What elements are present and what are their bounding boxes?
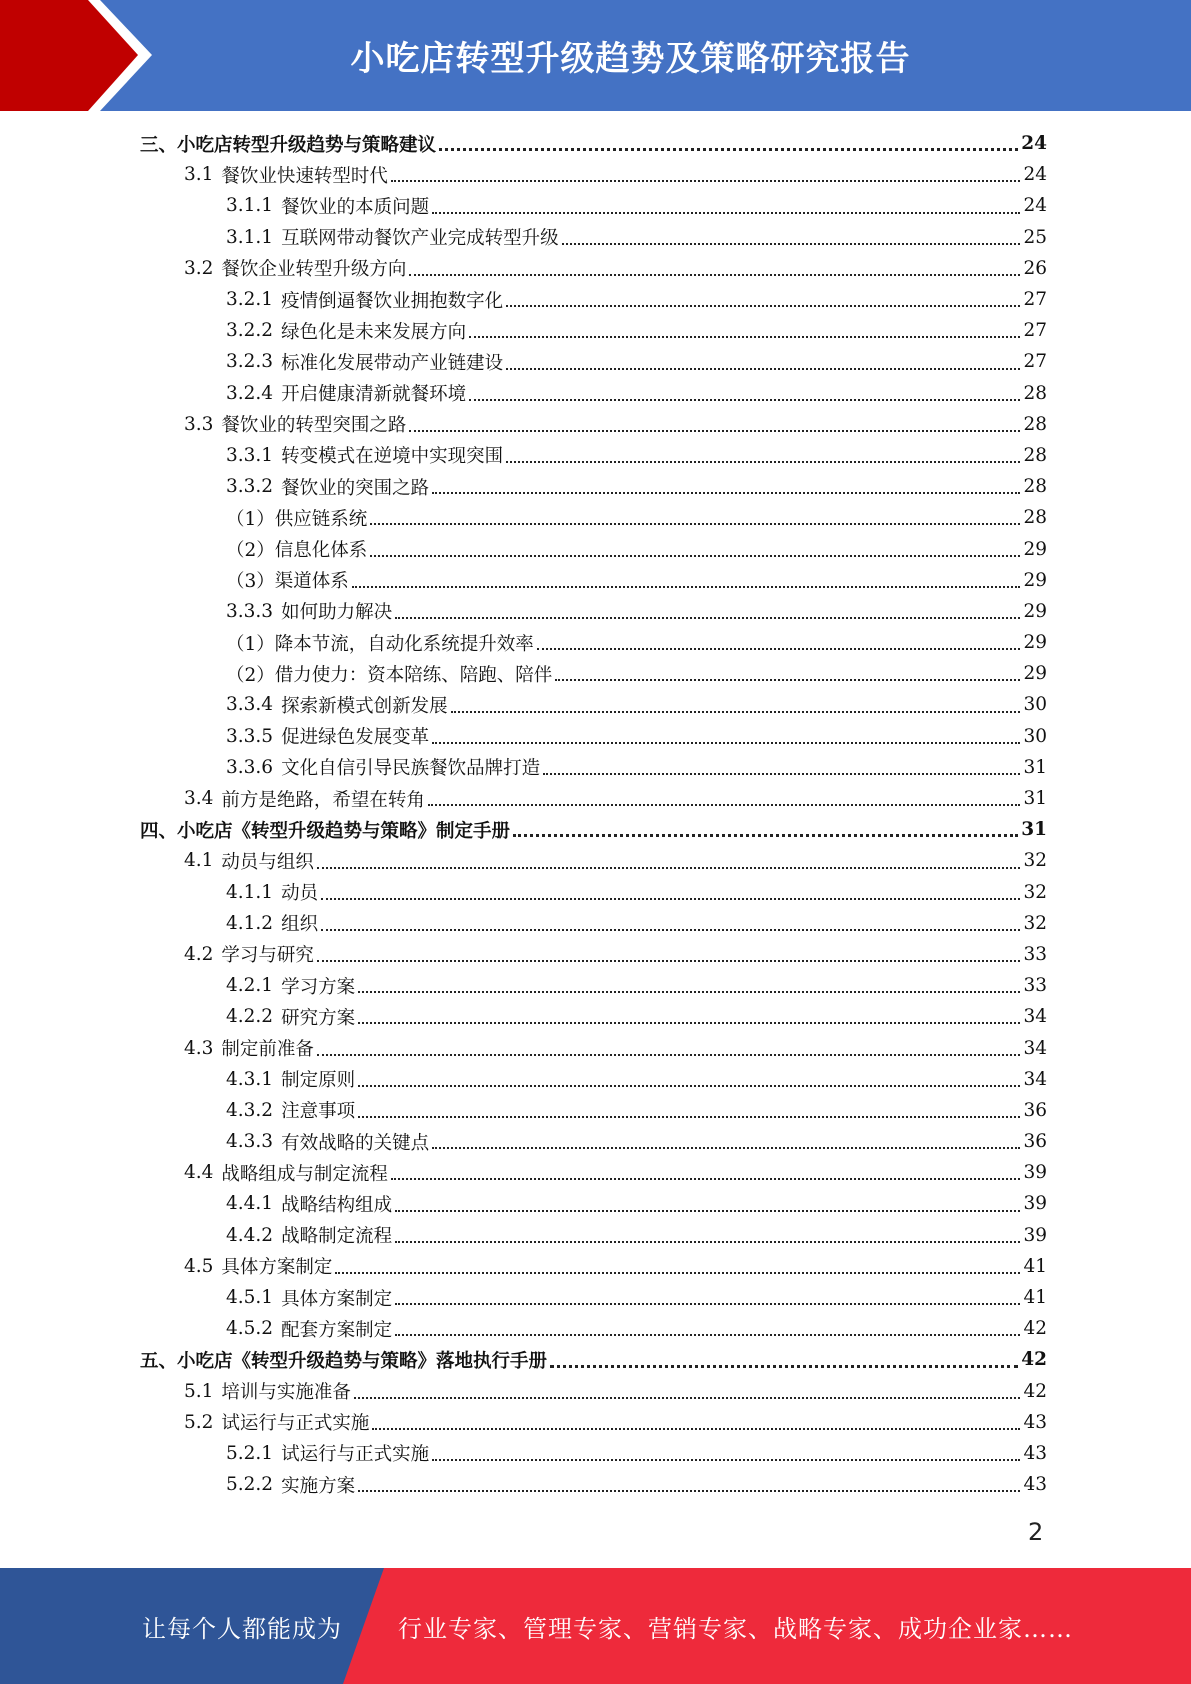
toc-entry[interactable] bbox=[140, 814, 1047, 845]
toc-entry-title: 三、小吃店转型升级趋势与策略建议 bbox=[140, 134, 437, 156]
toc-entry[interactable] bbox=[140, 939, 1047, 970]
toc-entry-title: 注意事项 bbox=[281, 1101, 356, 1123]
toc-entry-title: 餐饮业的突围之路 bbox=[281, 477, 430, 499]
toc-entry-number: 3.3.2 bbox=[226, 476, 274, 498]
toc-entry[interactable] bbox=[140, 440, 1047, 471]
toc-entry-title: 战略组成与制定流程 bbox=[221, 1163, 388, 1185]
toc-dot-leader bbox=[506, 460, 1020, 463]
toc-dot-leader bbox=[506, 367, 1020, 370]
toc-entry-page: 29 bbox=[1023, 538, 1047, 560]
toc-entry-page: 32 bbox=[1023, 881, 1047, 903]
toc-entry-title: 试运行与正式实施 bbox=[281, 1444, 430, 1466]
toc-entry-page: 29 bbox=[1023, 632, 1047, 654]
toc-entry-page: 39 bbox=[1023, 1193, 1047, 1215]
toc-entry-page: 43 bbox=[1023, 1442, 1047, 1464]
toc-entry-title: 餐饮业快速转型时代 bbox=[221, 165, 388, 187]
toc-dot-leader bbox=[358, 1084, 1020, 1087]
toc-entry-title: 具体方案制定 bbox=[221, 1257, 333, 1279]
toc-entry-number: 5.2 bbox=[184, 1411, 214, 1433]
toc-entry-page: 24 bbox=[1023, 195, 1047, 217]
toc-dot-leader bbox=[550, 1364, 1018, 1368]
toc-entry-title: （3）渠道体系 bbox=[226, 571, 349, 593]
toc-entry-page: 41 bbox=[1023, 1255, 1047, 1277]
toc-entry-number: 4.1.1 bbox=[226, 881, 274, 903]
toc-dot-leader bbox=[432, 1458, 1020, 1461]
toc-entry[interactable] bbox=[140, 284, 1047, 315]
toc-dot-leader bbox=[395, 1302, 1020, 1305]
toc-entry-page: 24 bbox=[1021, 133, 1047, 155]
toc-entry-page: 27 bbox=[1023, 320, 1047, 342]
toc-entry-title: 互联网带动餐饮产业完成转型升级 bbox=[281, 228, 559, 250]
toc-entry-page: 43 bbox=[1023, 1411, 1047, 1433]
toc-entry-page: 30 bbox=[1023, 694, 1047, 716]
toc-entry-page: 31 bbox=[1023, 788, 1047, 810]
toc-entry-page: 33 bbox=[1023, 943, 1047, 965]
toc-entry-page: 29 bbox=[1023, 663, 1047, 685]
toc-entry-title: 餐饮业的本质问题 bbox=[281, 196, 430, 218]
toc-entry-page: 26 bbox=[1023, 257, 1047, 279]
toc-entry[interactable] bbox=[140, 222, 1047, 253]
toc-entry-number: 4.3.3 bbox=[226, 1131, 274, 1153]
toc-entry-number: 5.1 bbox=[184, 1380, 214, 1402]
toc-entry[interactable] bbox=[140, 1032, 1047, 1063]
toc-dot-leader bbox=[513, 833, 1018, 837]
toc-entry-page: 42 bbox=[1021, 1349, 1047, 1371]
toc-dot-leader bbox=[537, 647, 1021, 650]
toc-entry-title: 五、小吃店《转型升级趋势与策略》落地执行手册 bbox=[140, 1350, 548, 1372]
toc-entry[interactable] bbox=[140, 1095, 1047, 1126]
toc-entry[interactable] bbox=[140, 128, 1047, 159]
toc-entry-page: 34 bbox=[1023, 1006, 1047, 1028]
toc-entry-number: 5.2.1 bbox=[226, 1442, 274, 1464]
toc-entry-page: 29 bbox=[1023, 569, 1047, 591]
toc-dot-leader bbox=[432, 491, 1020, 494]
toc-entry-number: 4.4.2 bbox=[226, 1224, 274, 1246]
toc-entry[interactable] bbox=[140, 970, 1047, 1001]
toc-entry-page: 42 bbox=[1023, 1380, 1047, 1402]
toc-entry-page: 27 bbox=[1023, 289, 1047, 311]
footer-slogan-left: 让每个人都能成为 bbox=[142, 1614, 342, 1643]
toc-entry-page: 28 bbox=[1023, 382, 1047, 404]
toc-entry-page: 28 bbox=[1023, 444, 1047, 466]
toc-entry[interactable] bbox=[140, 1188, 1047, 1219]
toc-entry-number: 3.3.6 bbox=[226, 756, 274, 778]
toc-dot-leader bbox=[391, 1177, 1021, 1180]
toc-entry[interactable] bbox=[140, 1438, 1047, 1469]
toc-entry[interactable] bbox=[140, 471, 1047, 502]
toc-dot-leader bbox=[358, 1021, 1020, 1024]
toc-entry-number: 4.2 bbox=[184, 943, 214, 965]
toc-entry-number: 3.3.3 bbox=[226, 600, 274, 622]
toc-entry-title: 动员 bbox=[281, 883, 319, 905]
toc-entry-title: 学习与研究 bbox=[221, 945, 314, 967]
toc-entry-title: 促进绿色发展变革 bbox=[281, 727, 430, 749]
toc-entry-title: （1）供应链系统 bbox=[226, 508, 368, 530]
toc-entry-title: 有效战略的关键点 bbox=[281, 1132, 430, 1154]
toc-entry-number: 4.5 bbox=[184, 1255, 214, 1277]
toc-dot-leader bbox=[439, 147, 1018, 151]
toc-dot-leader bbox=[506, 304, 1020, 307]
toc-entry-title: 研究方案 bbox=[281, 1007, 356, 1029]
toc-dot-leader bbox=[317, 866, 1021, 869]
toc-dot-leader bbox=[555, 678, 1020, 681]
document-title: 小吃店转型升级趋势及策略研究报告 bbox=[350, 39, 911, 79]
toc-dot-leader bbox=[409, 429, 1020, 432]
toc-dot-leader bbox=[391, 179, 1021, 182]
toc-dot-leader bbox=[428, 803, 1021, 806]
toc-entry[interactable] bbox=[140, 1126, 1047, 1157]
toc-entry-page: 32 bbox=[1023, 850, 1047, 872]
toc-entry-title: 战略结构组成 bbox=[281, 1194, 393, 1216]
toc-entry-title: 制定前准备 bbox=[221, 1039, 314, 1061]
toc-entry-number: 4.1 bbox=[184, 850, 214, 872]
toc-entry-title: （2）借力使力：资本陪练、陪跑、陪伴 bbox=[226, 664, 553, 686]
toc-entry-title: 实施方案 bbox=[281, 1475, 356, 1497]
toc-dot-leader bbox=[395, 616, 1020, 619]
toc-entry-title: 转变模式在逆境中实现突围 bbox=[281, 446, 504, 468]
toc-entry[interactable] bbox=[140, 1001, 1047, 1032]
toc-entry-title: 具体方案制定 bbox=[281, 1288, 393, 1310]
toc-entry[interactable] bbox=[140, 533, 1047, 564]
toc-dot-leader bbox=[469, 398, 1020, 401]
toc-entry-title: 文化自信引导民族餐饮品牌打造 bbox=[281, 758, 541, 780]
toc-entry-number: 3.4 bbox=[184, 788, 214, 810]
toc-dot-leader bbox=[354, 1396, 1021, 1399]
toc-entry-number: 4.5.2 bbox=[226, 1318, 274, 1340]
toc-dot-leader bbox=[432, 1146, 1020, 1149]
toc-entry-title: 培训与实施准备 bbox=[221, 1382, 351, 1404]
toc-entry[interactable] bbox=[140, 596, 1047, 627]
toc-dot-leader bbox=[562, 242, 1021, 245]
toc-entry-title: 学习方案 bbox=[281, 976, 356, 998]
toc-entry-page: 28 bbox=[1023, 413, 1047, 435]
toc-entry-page: 32 bbox=[1023, 912, 1047, 934]
toc-entry-page: 42 bbox=[1023, 1318, 1047, 1340]
toc-entry-number: 3.3.5 bbox=[226, 725, 274, 747]
toc-entry-page: 41 bbox=[1023, 1287, 1047, 1309]
toc-dot-leader bbox=[469, 335, 1020, 338]
toc-entry-number: 4.4 bbox=[184, 1162, 214, 1184]
toc-entry-title: 开启健康清新就餐环境 bbox=[281, 384, 467, 406]
toc-dot-leader bbox=[432, 211, 1020, 214]
toc-entry-title: 餐饮企业转型升级方向 bbox=[221, 259, 407, 281]
toc-dot-leader bbox=[317, 959, 1021, 962]
toc-entry-title: 配套方案制定 bbox=[281, 1319, 393, 1341]
toc-entry-number: 4.2.2 bbox=[226, 1006, 274, 1028]
toc-entry-page: 39 bbox=[1023, 1224, 1047, 1246]
toc-dot-leader bbox=[395, 1209, 1020, 1212]
toc-entry-page: 31 bbox=[1021, 819, 1047, 841]
toc-entry-title: 前方是绝路，希望在转角 bbox=[221, 789, 425, 811]
toc-entry-title: 动员与组织 bbox=[221, 851, 314, 873]
toc-entry-number: 3.2.3 bbox=[226, 351, 274, 373]
toc-entry[interactable] bbox=[140, 1064, 1047, 1095]
toc-entry-number: 3.3.1 bbox=[226, 444, 274, 466]
toc-entry-page: 39 bbox=[1023, 1162, 1047, 1184]
toc-entry-title: 四、小吃店《转型升级趋势与策略》制定手册 bbox=[140, 820, 511, 842]
toc-dot-leader bbox=[395, 1240, 1020, 1243]
toc-entry[interactable] bbox=[140, 845, 1047, 876]
toc-entry[interactable] bbox=[140, 877, 1047, 908]
toc-entry[interactable] bbox=[140, 627, 1047, 658]
toc-entry-number: 3.2.2 bbox=[226, 320, 274, 342]
toc-entry-page: 28 bbox=[1023, 476, 1047, 498]
toc-entry-title: 绿色化是未来发展方向 bbox=[281, 321, 467, 343]
toc-dot-leader bbox=[451, 710, 1021, 713]
toc-entry-title: 标准化发展带动产业链建设 bbox=[281, 352, 504, 374]
toc-dot-leader bbox=[317, 1053, 1021, 1056]
toc-entry[interactable] bbox=[140, 1251, 1047, 1282]
toc-entry-title: 制定原则 bbox=[281, 1070, 356, 1092]
toc-entry-number: 4.4.1 bbox=[226, 1193, 274, 1215]
toc-entry[interactable] bbox=[140, 190, 1047, 221]
toc-entry-number: 3.2.4 bbox=[226, 382, 274, 404]
toc-dot-leader bbox=[370, 522, 1020, 525]
toc-entry[interactable] bbox=[140, 253, 1047, 284]
toc-dot-leader bbox=[321, 928, 1020, 931]
toc-dot-leader bbox=[372, 1427, 1020, 1430]
toc-entry-page: 34 bbox=[1023, 1068, 1047, 1090]
toc-dot-leader bbox=[370, 554, 1020, 557]
toc-entry-page: 27 bbox=[1023, 351, 1047, 373]
toc-entry-title: 如何助力解决 bbox=[281, 602, 393, 624]
toc-entry[interactable] bbox=[140, 1313, 1047, 1344]
toc-entry-number: 3.1.1 bbox=[226, 226, 274, 248]
toc-dot-leader bbox=[543, 772, 1020, 775]
page-footer bbox=[0, 1568, 1191, 1684]
toc-dot-leader bbox=[395, 1333, 1020, 1336]
toc-entry[interactable] bbox=[140, 565, 1047, 596]
toc-entry-number: 3.2.1 bbox=[226, 289, 274, 311]
toc-entry-number: 3.2 bbox=[184, 257, 214, 279]
toc-dot-leader bbox=[432, 741, 1020, 744]
toc-entry[interactable] bbox=[140, 721, 1047, 752]
toc-entry-page: 36 bbox=[1023, 1099, 1047, 1121]
toc-entry-number: 5.2.2 bbox=[226, 1474, 274, 1496]
toc-entry-number: 3.3.4 bbox=[226, 694, 274, 716]
toc-entry-number: 4.1.2 bbox=[226, 912, 274, 934]
toc-entry-number: 3.1.1 bbox=[226, 195, 274, 217]
toc-entry-page: 33 bbox=[1023, 975, 1047, 997]
toc-entry-page: 28 bbox=[1023, 507, 1047, 529]
footer-slogan-right: 行业专家、管理专家、营销专家、战略专家、成功企业家…… bbox=[398, 1614, 1073, 1643]
toc-entry[interactable] bbox=[140, 1157, 1047, 1188]
toc-dot-leader bbox=[358, 1115, 1020, 1118]
toc-entry-title: （2）信息化体系 bbox=[226, 540, 368, 562]
toc-entry-number: 4.3.1 bbox=[226, 1068, 274, 1090]
page-header bbox=[0, 0, 1191, 111]
toc-entry[interactable] bbox=[140, 346, 1047, 377]
toc-dot-leader bbox=[358, 1489, 1020, 1492]
toc-entry[interactable] bbox=[140, 658, 1047, 689]
toc-entry-page: 36 bbox=[1023, 1131, 1047, 1153]
toc-entry-title: 探索新模式创新发展 bbox=[281, 695, 448, 717]
toc-entry-title: 疫情倒逼餐饮业拥抱数字化 bbox=[281, 290, 504, 312]
toc-entry-number: 3.1 bbox=[184, 164, 214, 186]
toc-entry[interactable] bbox=[140, 752, 1047, 783]
toc-dot-leader bbox=[352, 585, 1021, 588]
toc-dot-leader bbox=[321, 897, 1020, 900]
toc-entry[interactable] bbox=[140, 1376, 1047, 1407]
toc-entry-number: 4.2.1 bbox=[226, 975, 274, 997]
table-of-contents bbox=[140, 128, 1047, 1500]
toc-entry-title: 组织 bbox=[281, 914, 319, 936]
toc-entry-number: 4.3 bbox=[184, 1037, 214, 1059]
toc-entry[interactable] bbox=[140, 908, 1047, 939]
toc-entry-page: 31 bbox=[1023, 756, 1047, 778]
toc-entry[interactable] bbox=[140, 783, 1047, 814]
toc-dot-leader bbox=[335, 1271, 1020, 1274]
toc-entry-title: （1）降本节流，自动化系统提升效率 bbox=[226, 633, 534, 655]
toc-entry[interactable] bbox=[140, 1407, 1047, 1438]
toc-entry-title: 餐饮业的转型突围之路 bbox=[221, 415, 407, 437]
toc-dot-leader bbox=[358, 990, 1020, 993]
toc-entry-page: 43 bbox=[1023, 1474, 1047, 1496]
toc-entry-page: 30 bbox=[1023, 725, 1047, 747]
toc-entry[interactable] bbox=[140, 1282, 1047, 1313]
toc-entry[interactable] bbox=[140, 502, 1047, 533]
toc-entry[interactable] bbox=[140, 689, 1047, 720]
toc-entry[interactable] bbox=[140, 378, 1047, 409]
toc-entry[interactable] bbox=[140, 409, 1047, 440]
toc-entry[interactable] bbox=[140, 1469, 1047, 1500]
toc-entry-number: 4.5.1 bbox=[226, 1287, 274, 1309]
toc-entry-title: 试运行与正式实施 bbox=[221, 1413, 370, 1435]
page-number: 2 bbox=[1028, 1518, 1044, 1546]
toc-entry-page: 24 bbox=[1023, 164, 1047, 186]
toc-entry-page: 34 bbox=[1023, 1037, 1047, 1059]
toc-entry-page: 29 bbox=[1023, 600, 1047, 622]
toc-entry-number: 3.3 bbox=[184, 413, 214, 435]
toc-dot-leader bbox=[409, 273, 1020, 276]
toc-entry-page: 25 bbox=[1023, 226, 1047, 248]
toc-entry-number: 4.3.2 bbox=[226, 1099, 274, 1121]
toc-entry[interactable] bbox=[140, 1220, 1047, 1251]
toc-entry[interactable] bbox=[140, 159, 1047, 190]
toc-entry-title: 战略制定流程 bbox=[281, 1226, 393, 1248]
toc-entry[interactable] bbox=[140, 1344, 1047, 1375]
toc-entry[interactable] bbox=[140, 315, 1047, 346]
